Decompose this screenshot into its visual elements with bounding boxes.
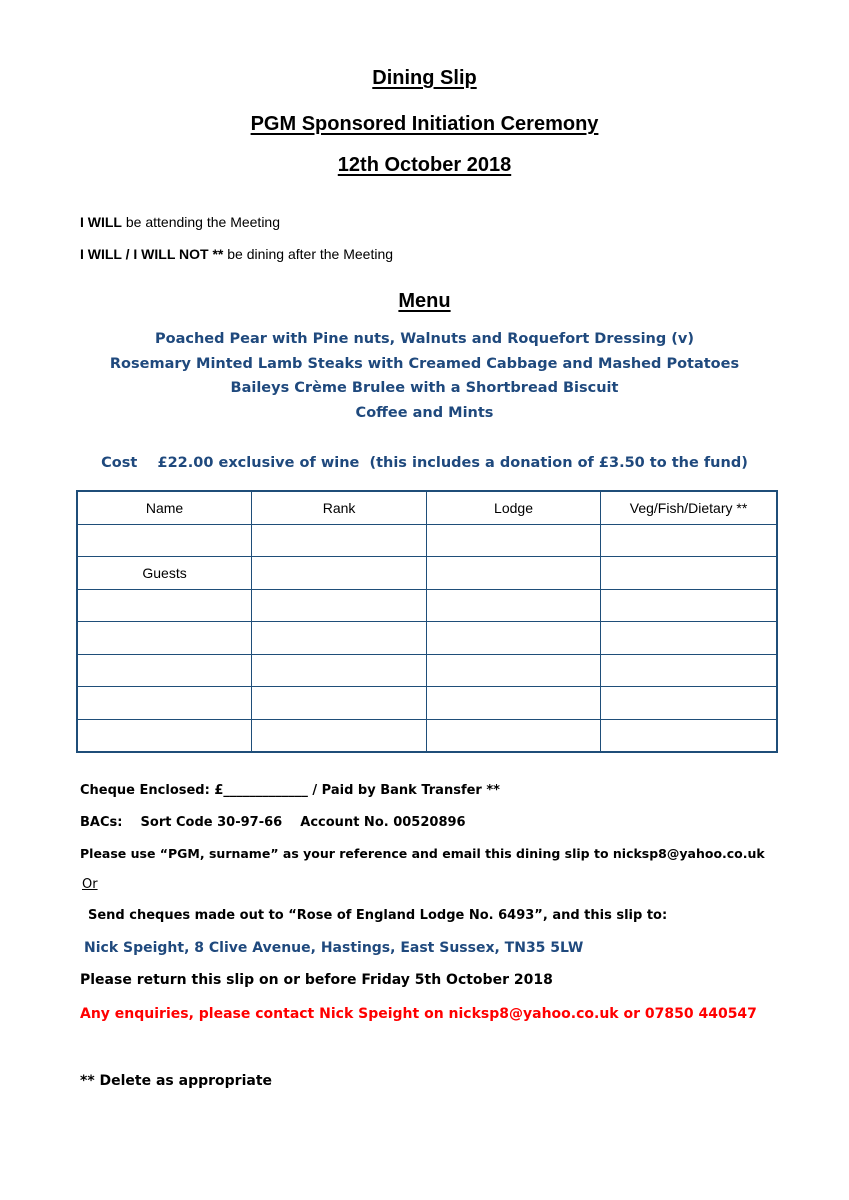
table-cell[interactable] — [427, 622, 601, 655]
delete-note: ** Delete as appropriate — [80, 1073, 273, 1089]
dining-rest: be dining after the Meeting — [223, 246, 394, 262]
table-row — [77, 589, 777, 622]
cost-line: Cost £22.00 exclusive of wine (this includes a donation of £3.50 to the fund) — [101, 455, 748, 471]
table-cell[interactable] — [252, 557, 427, 590]
menu-item-dessert: Baileys Crème Brulee with a Shortbread Biscuit — [230, 380, 619, 396]
or-line: Or — [82, 877, 98, 892]
table-cell[interactable] — [77, 719, 252, 752]
attending-line — [80, 214, 280, 230]
table-cell[interactable] — [252, 524, 427, 557]
table-cell[interactable] — [427, 654, 601, 687]
table-row — [77, 687, 777, 720]
table-cell[interactable] — [601, 687, 777, 720]
table-cell[interactable] — [77, 524, 252, 557]
table-cell[interactable] — [427, 719, 601, 752]
dining-line — [80, 246, 393, 262]
table-row — [77, 557, 777, 590]
table-cell[interactable] — [601, 557, 777, 590]
reference-line: Please use “PGM, surname” as your reference and email this dining slip to nicksp8@yahoo.co.uk — [80, 846, 765, 861]
enquiries-line: Any enquiries, please contact Nick Speight on nicksp8@yahoo.co.uk or 07850 440547 — [80, 1006, 757, 1022]
guests-label: Guests — [77, 557, 252, 590]
table-row — [77, 654, 777, 687]
table-row — [77, 524, 777, 557]
attendee-table — [76, 490, 778, 753]
table-cell[interactable] — [77, 622, 252, 655]
cheques-line: Send cheques made out to “Rose of England Lodge No. 6493”, and this slip to: — [88, 908, 668, 923]
table-cell[interactable] — [427, 557, 601, 590]
header-dietary: Veg/Fish/Dietary ** — [601, 491, 777, 524]
table-cell[interactable] — [601, 719, 777, 752]
header-rank: Rank — [252, 491, 427, 524]
table-cell[interactable] — [427, 687, 601, 720]
attending-bold: I WILL — [80, 214, 122, 230]
attending-rest: be attending the Meeting — [122, 214, 281, 230]
title-dining-slip: Dining Slip — [372, 67, 477, 89]
table-cell[interactable] — [252, 719, 427, 752]
dining-bold: I WILL / I WILL NOT ** — [80, 246, 224, 262]
return-line: Please return this slip on or before Friday 5th October 2018 — [80, 972, 553, 988]
table-cell[interactable] — [252, 654, 427, 687]
table-cell[interactable] — [252, 589, 427, 622]
table-cell[interactable] — [77, 687, 252, 720]
bacs-line: BACs: Sort Code 30-97-66 Account No. 00520896 — [80, 815, 466, 830]
table-cell[interactable] — [427, 524, 601, 557]
table-cell[interactable] — [252, 687, 427, 720]
table-cell[interactable] — [601, 622, 777, 655]
table-cell[interactable] — [427, 589, 601, 622]
table-cell[interactable] — [601, 654, 777, 687]
cheque-line: Cheque Enclosed: £_____________ / Paid by Bank Transfer ** — [80, 783, 500, 798]
table-header-row — [77, 491, 777, 524]
header-name: Name — [77, 491, 252, 524]
table-row — [77, 622, 777, 655]
title-date: 12th October 2018 — [337, 154, 512, 176]
table-cell[interactable] — [77, 589, 252, 622]
header-lodge: Lodge — [427, 491, 601, 524]
address-line: Nick Speight, 8 Clive Avenue, Hastings, East Sussex, TN35 5LW — [84, 940, 584, 956]
menu-item-coffee: Coffee and Mints — [355, 405, 494, 421]
menu-item-starter: Poached Pear with Pine nuts, Walnuts and Roquefort Dressing (v) — [154, 331, 695, 347]
title-ceremony: PGM Sponsored Initiation Ceremony — [250, 113, 599, 135]
table-cell[interactable] — [77, 654, 252, 687]
table-row — [77, 719, 777, 752]
table-cell[interactable] — [601, 524, 777, 557]
menu-heading: Menu — [398, 290, 451, 312]
table-cell[interactable] — [252, 622, 427, 655]
menu-item-main: Rosemary Minted Lamb Steaks with Creamed Cabbage and Mashed Potatoes — [109, 356, 740, 372]
table-cell[interactable] — [601, 589, 777, 622]
